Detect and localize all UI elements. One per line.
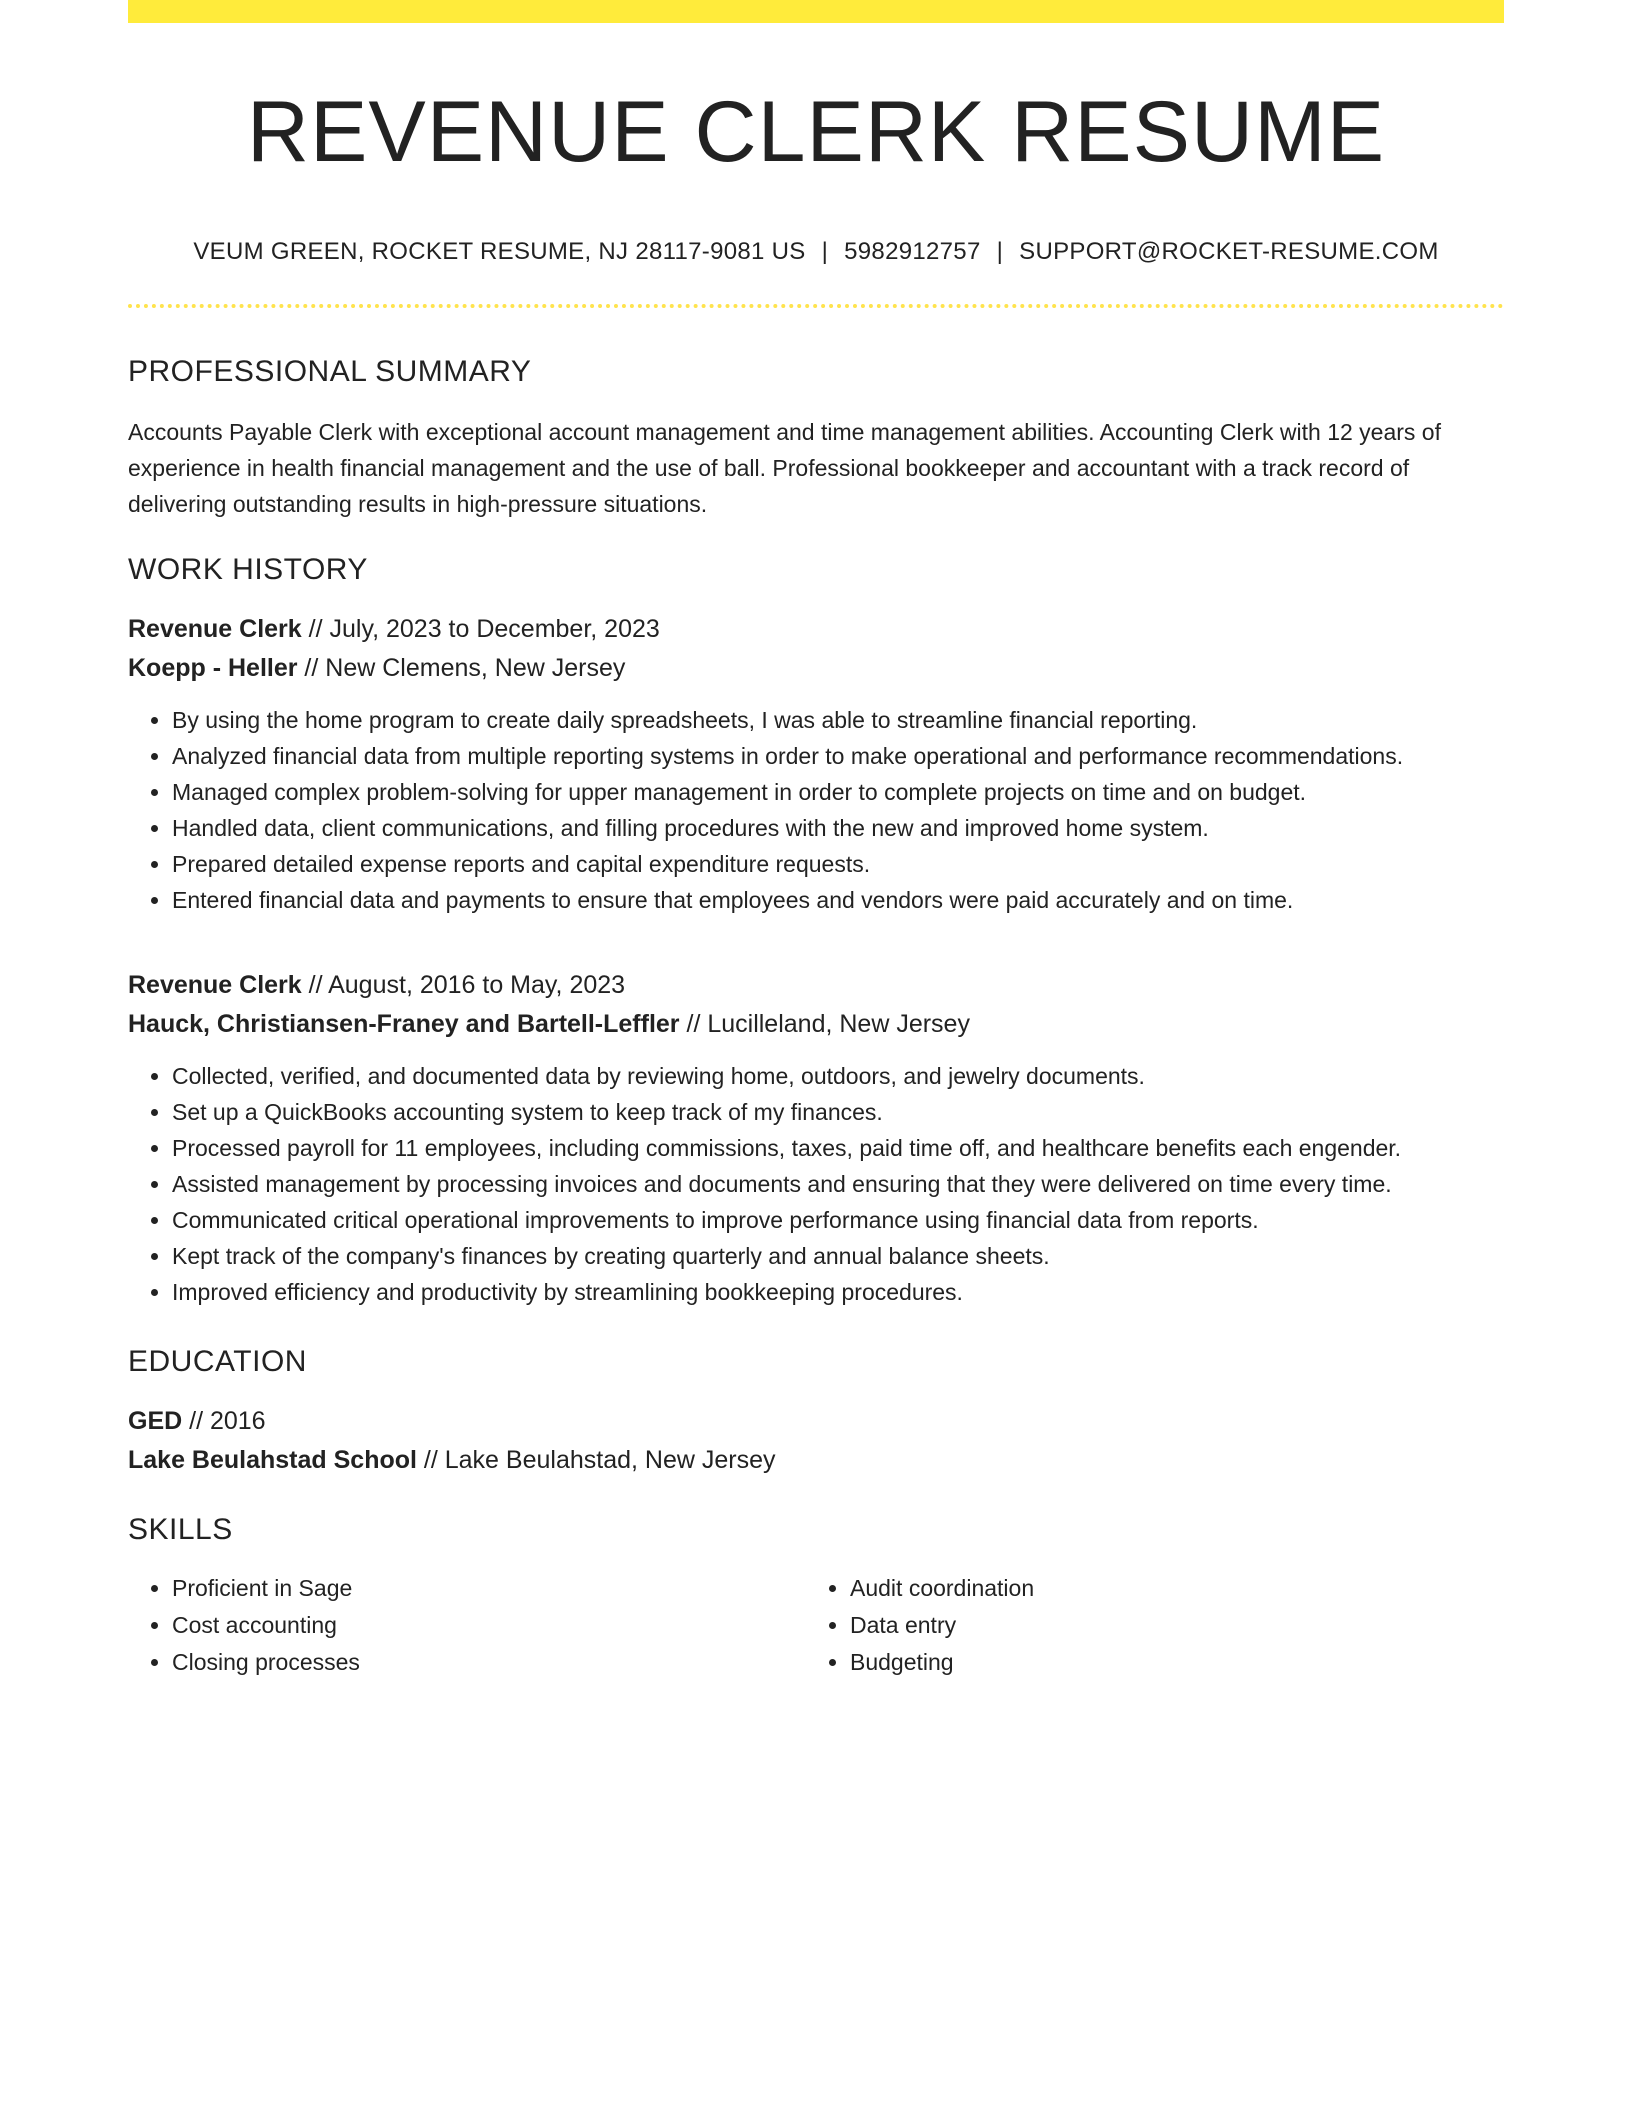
job-dates: // July, 2023 to December, 2023: [301, 614, 660, 643]
list-item: • Kept track of the company's finances by creating quarterly and annual balance sheets.: [172, 1238, 1504, 1274]
job-bullets: [128, 1058, 1504, 1310]
contact-phone: 5982912757: [844, 237, 981, 265]
list-item: • Set up a QuickBooks accounting system to keep track of my finances.: [172, 1094, 1504, 1130]
resume-title: REVENUE CLERK RESUME: [246, 84, 1386, 180]
education-school-line: [128, 1441, 1504, 1480]
education-school: Lake Beulahstad School: [128, 1445, 417, 1474]
list-item: • Processed payroll for 11 employees, including commissions, taxes, paid time off, and healthcare benefits each engender.: [172, 1130, 1504, 1166]
list-item: • Communicated critical operational improvements to improve performance using financial data from reports.: [172, 1202, 1504, 1238]
job-role: Revenue Clerk: [128, 970, 302, 999]
contact-email: SUPPORT@ROCKET-RESUME.COM: [1019, 237, 1439, 265]
job-company-line: [128, 649, 1504, 688]
section-title-summary: PROFESSIONAL SUMMARY: [128, 354, 532, 388]
skill-item: • Data entry: [850, 1607, 1484, 1644]
resume-page: [128, 0, 1504, 1681]
job-role-line: [128, 610, 1504, 649]
job-location: // New Clemens, New Jersey: [297, 653, 626, 682]
section-title-skills: SKILLS: [128, 1512, 233, 1546]
list-item: • Entered financial data and payments to ensure that employees and vendors were paid accurately and on time.: [172, 882, 1504, 918]
education-degree-line: [128, 1402, 1504, 1441]
section-title-work-history: WORK HISTORY: [128, 552, 368, 586]
list-item: • Handled data, client communications, and filling procedures with the new and improved home system.: [172, 810, 1504, 846]
education-location: // Lake Beulahstad, New Jersey: [416, 1445, 776, 1474]
job-entry: [128, 610, 1504, 918]
job-company-line: [128, 1005, 1504, 1044]
skills-column-right: [806, 1570, 1484, 1681]
list-item: • Managed complex problem-solving for upper management in order to complete projects on time and on budget.: [172, 774, 1504, 810]
accent-top-bar: [128, 0, 1504, 23]
skill-item: • Audit coordination: [850, 1570, 1484, 1607]
job-company: Koepp - Heller: [128, 653, 298, 682]
job-role-line: [128, 966, 1504, 1005]
dotted-divider: [128, 304, 1504, 308]
job-company: Hauck, Christiansen-Franey and Bartell-Leffler: [128, 1009, 680, 1038]
education-year: // 2016: [182, 1406, 266, 1435]
list-item: • Improved efficiency and productivity by streamlining bookkeeping procedures.: [172, 1274, 1504, 1310]
education-degree: GED: [128, 1406, 183, 1435]
job-dates: // August, 2016 to May, 2023: [301, 970, 626, 999]
list-item: • Analyzed financial data from multiple reporting systems in order to make operational and performance recommendations.: [172, 738, 1504, 774]
contact-separator: |: [821, 237, 829, 265]
section-title-education: EDUCATION: [128, 1344, 307, 1378]
contact-separator: |: [996, 237, 1004, 265]
contact-line: [128, 238, 1504, 266]
skills-column-left: [128, 1570, 806, 1681]
job-role: Revenue Clerk: [128, 614, 302, 643]
job-entry: [128, 966, 1504, 1310]
list-item: • Prepared detailed expense reports and capital expenditure requests.: [172, 846, 1504, 882]
skill-item: • Cost accounting: [172, 1607, 806, 1644]
list-item: • By using the home program to create daily spreadsheets, I was able to streamline financial reporting.: [172, 702, 1504, 738]
contact-address: VEUM GREEN, ROCKET RESUME, NJ 28117-9081 US: [193, 237, 806, 265]
skills-grid: [128, 1570, 1504, 1681]
summary-text: Accounts Payable Clerk with exceptional account management and time management abilities. Accounting Clerk with 12 years of experience in health financial management and the use of ball. Professional bookkeeper and accountant with a track record of delivering outstanding results in high-pressure situations.: [128, 418, 1441, 517]
education-entry: [128, 1402, 1504, 1480]
job-bullets: [128, 702, 1504, 918]
job-location: // Lucilleland, New Jersey: [679, 1009, 970, 1038]
skill-item: • Budgeting: [850, 1644, 1484, 1681]
skill-item: • Proficient in Sage: [172, 1570, 806, 1607]
list-item: • Collected, verified, and documented data by reviewing home, outdoors, and jewelry documents.: [172, 1058, 1504, 1094]
skill-item: • Closing processes: [172, 1644, 806, 1681]
list-item: • Assisted management by processing invoices and documents and ensuring that they were delivered on time every time.: [172, 1166, 1504, 1202]
